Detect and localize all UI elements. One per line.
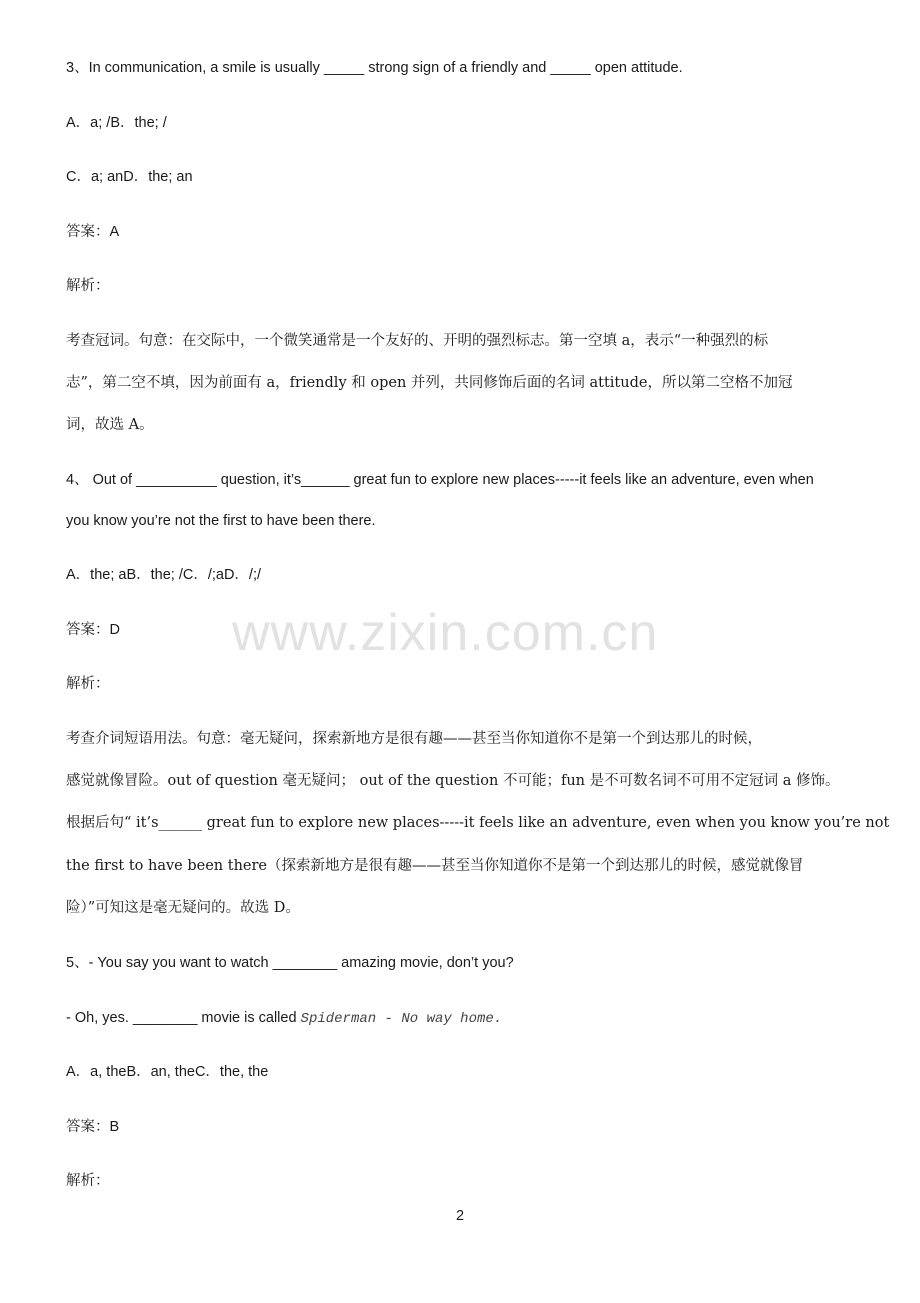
q5-answer: 答案：B (66, 1119, 120, 1135)
q4-stem-line1: 4、 Out of __________ question, it’s______ great fun to explore new places-----it feels like an adventure, even when (66, 472, 814, 488)
q5-movie-title: Spiderman - No way home. (300, 1011, 503, 1027)
q4-stem-line2: you know you’re not the first to have been there. (66, 513, 376, 529)
q3-analysis-line3: 词，故选 A。 (66, 417, 154, 433)
q5-options: A．a, theB．an, theC．the, the (66, 1064, 269, 1080)
q4-analysis-line1: 考查介词短语用法。句意：毫无疑问，探索新地方是很有趣——甚至当你知道你不是第一个到达那儿的时候， (66, 731, 762, 747)
q4-analysis-line4: the first to have been there（探索新地方是很有趣——甚至当你知道你不是第一个到达那儿的时候，感觉就像冒 (66, 858, 804, 874)
q4-analysis-line2: 感觉就像冒险。out of question 毫无疑问； out of the question 不可能；fun 是不可数名词不可用不定冠词 a 修饰。 (66, 773, 840, 789)
q4-analysis-line3: 根据后句“ it’s______ great fun to explore new places-----it feels like an adventure, even when you know you’re not (66, 815, 890, 831)
page-number: 2 (455, 1208, 465, 1224)
q5-stem-line2-prefix: - Oh, yes. ________ movie is called (66, 1010, 301, 1026)
q3-options-line1: A．a; /B．the; / (66, 115, 167, 131)
q4-options: A．the; aB．the; /C．/;aD．/;/ (66, 567, 262, 583)
q5-stem-line1: 5、- You say you want to watch ________ amazing movie, don’t you? (66, 955, 514, 971)
q5-analysis-label: 解析： (66, 1173, 110, 1189)
q3-analysis-label: 解析： (66, 278, 110, 294)
q3-stem: 3、In communication, a smile is usually _____ strong sign of a friendly and _____ open attitude. (66, 60, 683, 76)
q4-answer: 答案：D (66, 622, 120, 638)
q4-analysis-label: 解析： (66, 676, 110, 692)
q5-stem-line2 (66, 1008, 502, 1029)
q3-analysis-line2: 志”，第二空不填，因为前面有 a，friendly 和 open 并列，共同修饰后面的名词 attitude，所以第二空格不加冠 (66, 375, 793, 391)
q3-analysis-line1: 考查冠词。句意：在交际中，一个微笑通常是一个友好的、开明的强烈标志。第一空填 a，表示“一种强烈的标 (66, 333, 769, 349)
watermark: www.zixin.com.cn (232, 604, 659, 662)
q4-analysis-line5: 险）”可知这是毫无疑问的。故选 D。 (66, 900, 300, 916)
q3-answer: 答案：A (66, 224, 120, 240)
q3-options-line2: C．a; anD．the; an (66, 169, 193, 185)
